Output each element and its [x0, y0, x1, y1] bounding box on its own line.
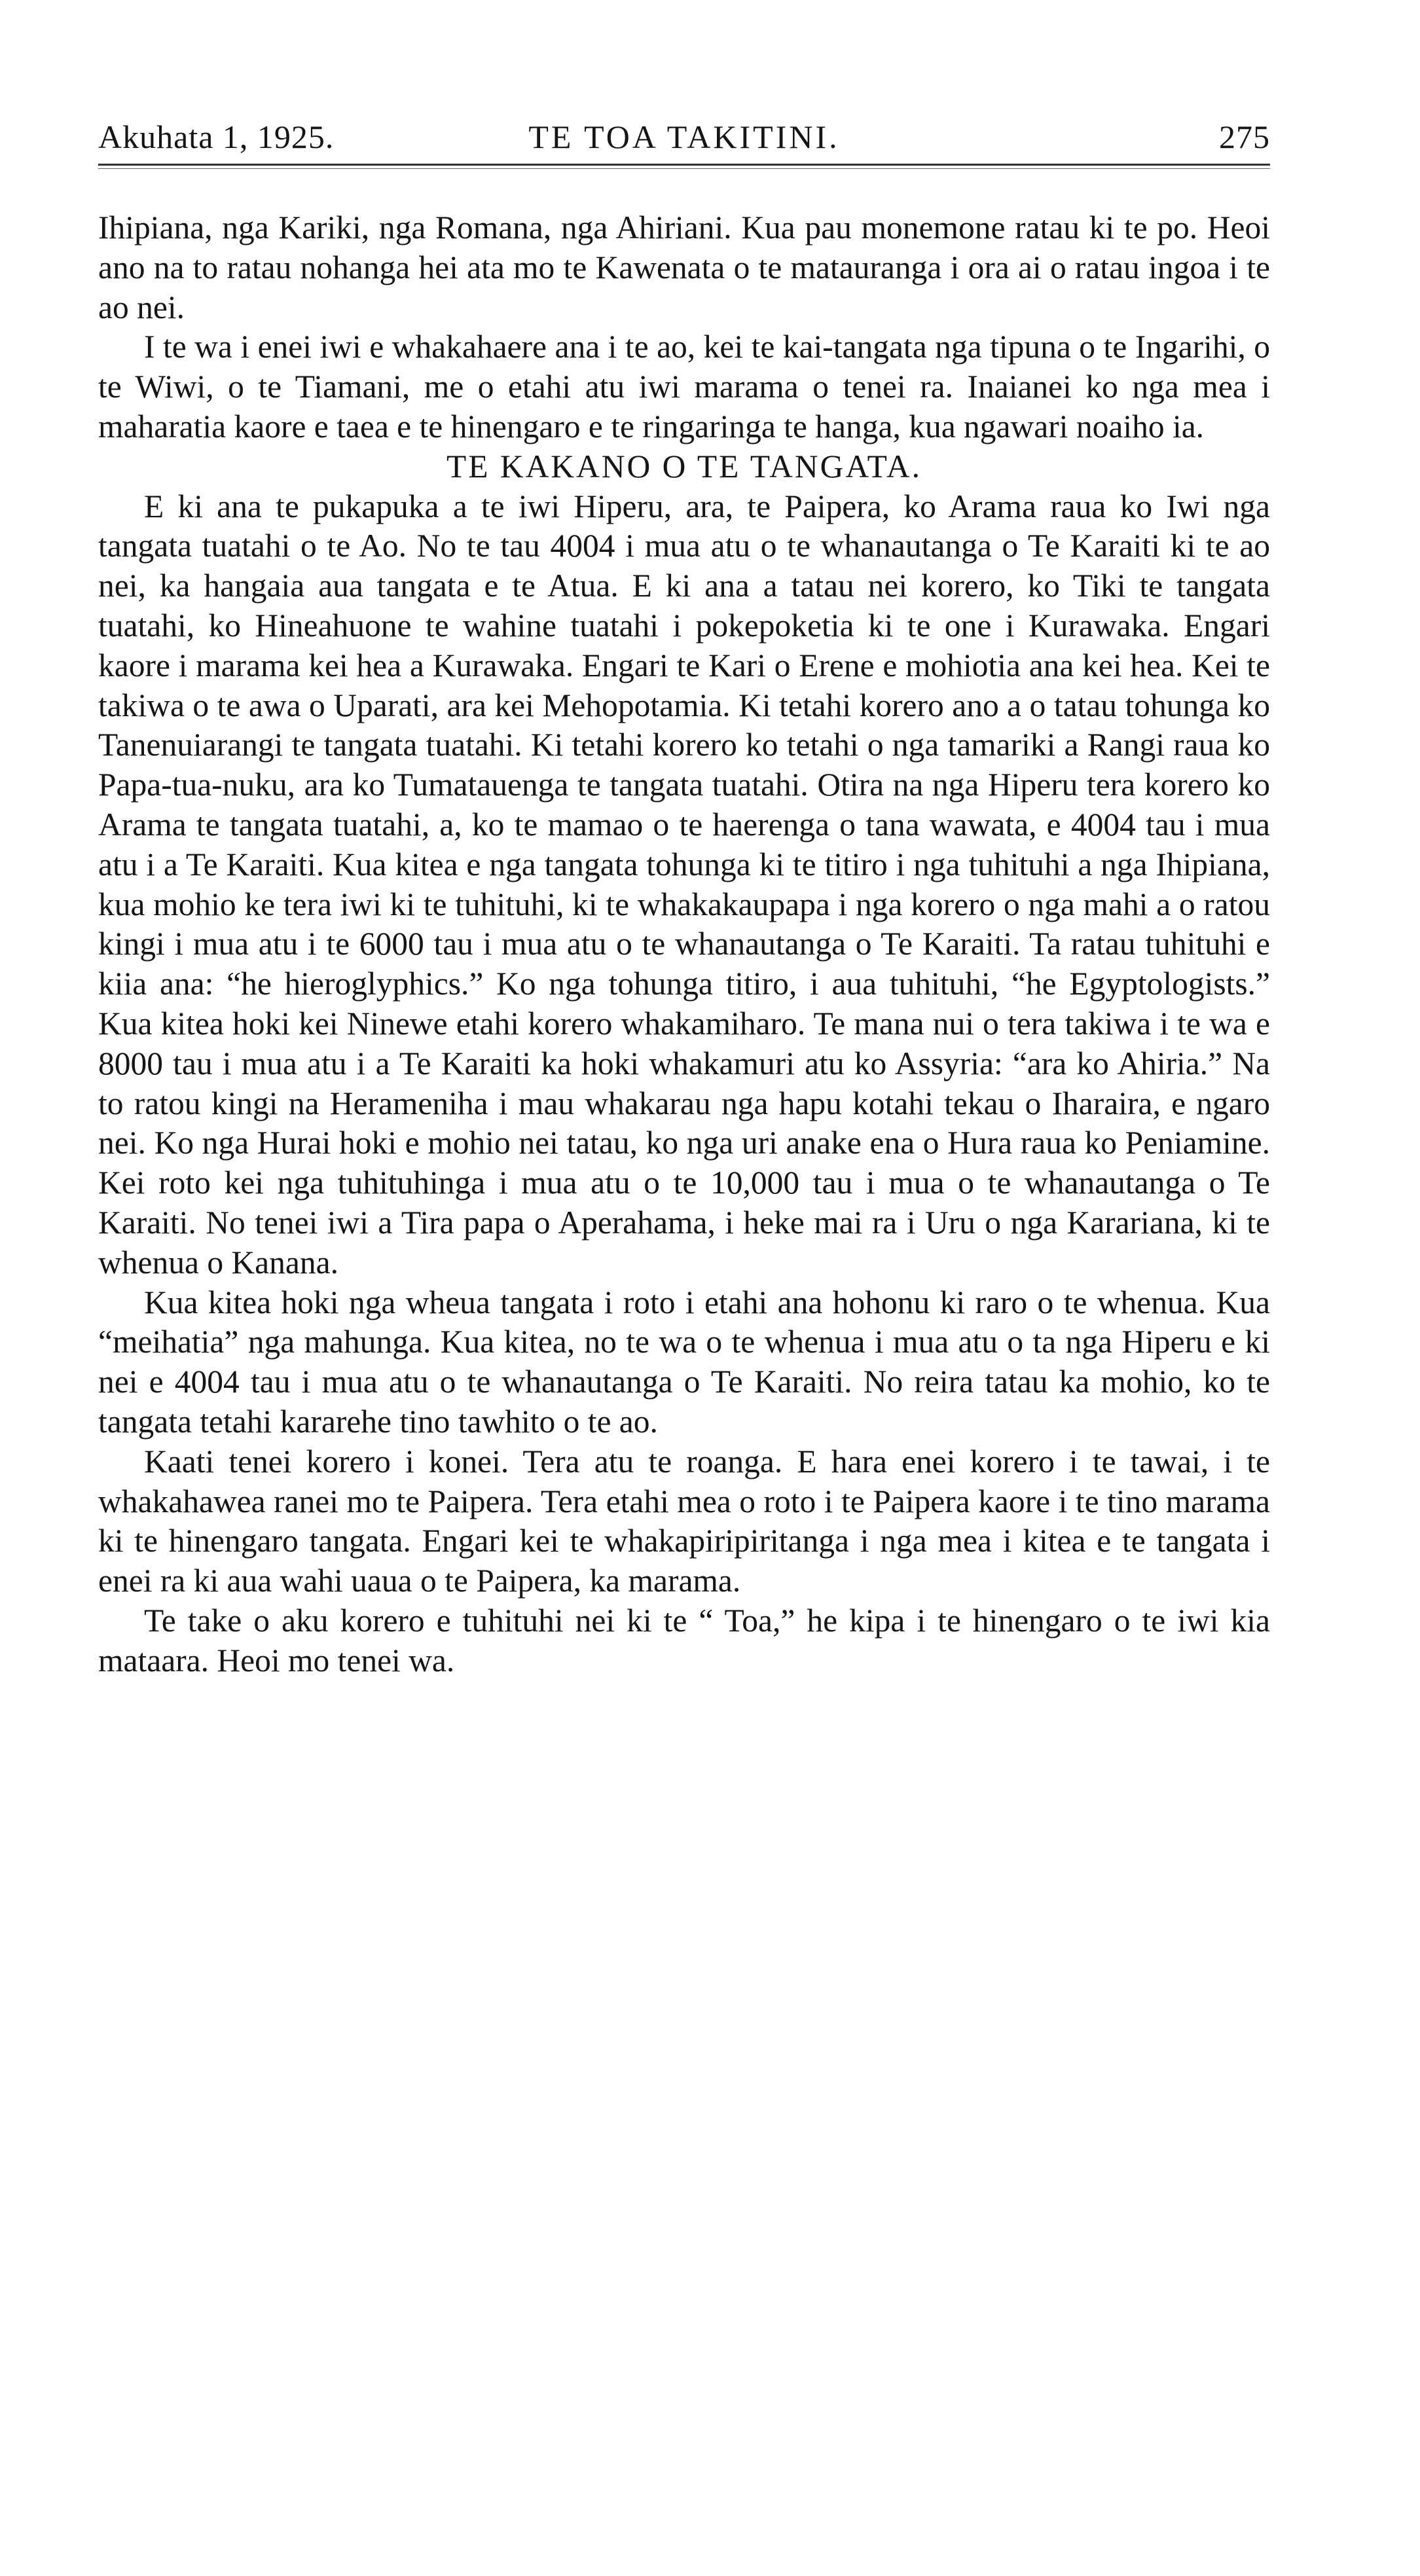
- paragraph-6: Te take o aku korero e tuhituhi nei ki te “ Toa,” he kipa i te hinengaro o te iwi kia mataara. Heoi mo tenei wa.: [98, 1602, 1270, 1678]
- article-body: [98, 208, 1270, 1680]
- page-number: 275: [1219, 118, 1270, 155]
- running-head: [98, 111, 1270, 164]
- paragraph-1: Ihipiana, nga Kariki, nga Romana, nga Ahiriani. Kua pau monemone ratau ki te po. Heoi ano na to ratau nohanga hei ata mo te Kawenata o te matauranga i ora ai o ratau ingoa i te ao nei.: [98, 209, 1270, 325]
- paragraph-5: Kaati tenei korero i konei. Tera atu te roanga. E hara enei korero i te tawai, i te whakahawea ranei mo te Paipera. Tera etahi mea o roto i te Paipera kaore i te tino marama ki te hinengaro tangata. Engari kei te whakapiripiritanga i nga mea i kitea e te tangata i enei ra ki aua wahi uaua o te Paipera, ka marama.: [98, 1443, 1270, 1599]
- header-rule: [98, 164, 1270, 169]
- page: [98, 111, 1270, 1680]
- header-date: Akuhata 1, 1925.: [98, 118, 335, 155]
- section-heading: TE KAKANO O TE TANGATA.: [446, 448, 922, 484]
- paragraph-2: I te wa i enei iwi e whakahaere ana i te ao, kei te kai-tangata nga tipuna o te Ingarihi, o te Wiwi, o te Tiamani, me o etahi atu iwi marama o tenei ra. Inaianei ko nga mea i maharatia kaore e taea e te hinengaro e te ringaringa te hanga, kua ngawari noaiho ia.: [98, 329, 1270, 444]
- paragraph-4: Kua kitea hoki nga wheua tangata i roto i etahi ana hohonu ki raro o te whenua. Kua “meihatia” nga mahunga. Kua kitea, no te wa o te whenua i mua atu o ta nga Hiperu e ki nei e 4004 tau i mua atu o te whanautanga o Te Karaiti. No reira tatau ka mohio, ko te tangata tetahi kararehe tino tawhito o te ao.: [98, 1284, 1270, 1440]
- header-title: TE TOA TAKITINI.: [528, 118, 840, 155]
- paragraph-3: E ki ana te pukapuka a te iwi Hiperu, ara, te Paipera, ko Arama raua ko Iwi nga tangata tuatahi o te Ao. No te tau 4004 i mua atu o te whanautanga o Te Karaiti ki te ao nei, ka hangaia aua tangata e te Atua. E ki ana a tatau nei korero, ko Tiki te tangata tuatahi, ko Hineahuone te wahine tuatahi i pokepoketia ki te one i Kurawaka. Engari kaore i marama kei hea a Kurawaka. Engari te Kari o Erene e mohiotia ana kei hea. Kei te takiwa o te awa o Uparati, ara kei Mehopotamia. Ki tetahi korero ano a o tatau tohunga ko Tanenuiarangi te tangata tuatahi. Ki tetahi korero ko tetahi o nga tamariki a Rangi raua ko Papa-tua-nuku, ara ko Tumatauenga te tangata tuatahi. Otira na nga Hiperu tera korero ko Arama te tangata tuatahi, a, ko te mamao o te haerenga o tana wawata, e 4004 tau i mua atu i a Te Karaiti. Kua kitea e nga tangata tohunga ki te titiro i nga tuhituhi a nga Ihipiana, kua mohio ke tera iwi ki te tuhituhi, ki te whakakaupapa i nga korero o nga mahi a o ratou kingi i mua atu i te 6000 tau i mua atu o te whanautanga o Te Karaiti. Ta ratau tuhituhi e kiia ana: “he hieroglyphics.” Ko nga tohunga titiro, i aua tuhituhi, “he Egyptologists.” Kua kitea hoki kei Ninewe etahi korero whakamiharo. Te mana nui o tera takiwa i te wa e 8000 tau i mua atu i a Te Karaiti ka hoki whakamuri atu ko Assyria: “ara ko Ahiria.” Na to ratou kingi na Herameniha i mau whakarau nga hapu kotahi tekau o Iharaira, e ngaro nei. Ko nga Hurai hoki e mohio nei tatau, ko nga uri anake ena o Hura raua ko Peniamine. Kei roto kei nga tuhituhinga i mua atu o te 10,000 tau i mua o te whanautanga o Te Karaiti. No tenei iwi a Tira papa o Aperahama, i heke mai ra i Uru o nga Karariana, ki te whenua o Kanana.: [98, 488, 1270, 1280]
